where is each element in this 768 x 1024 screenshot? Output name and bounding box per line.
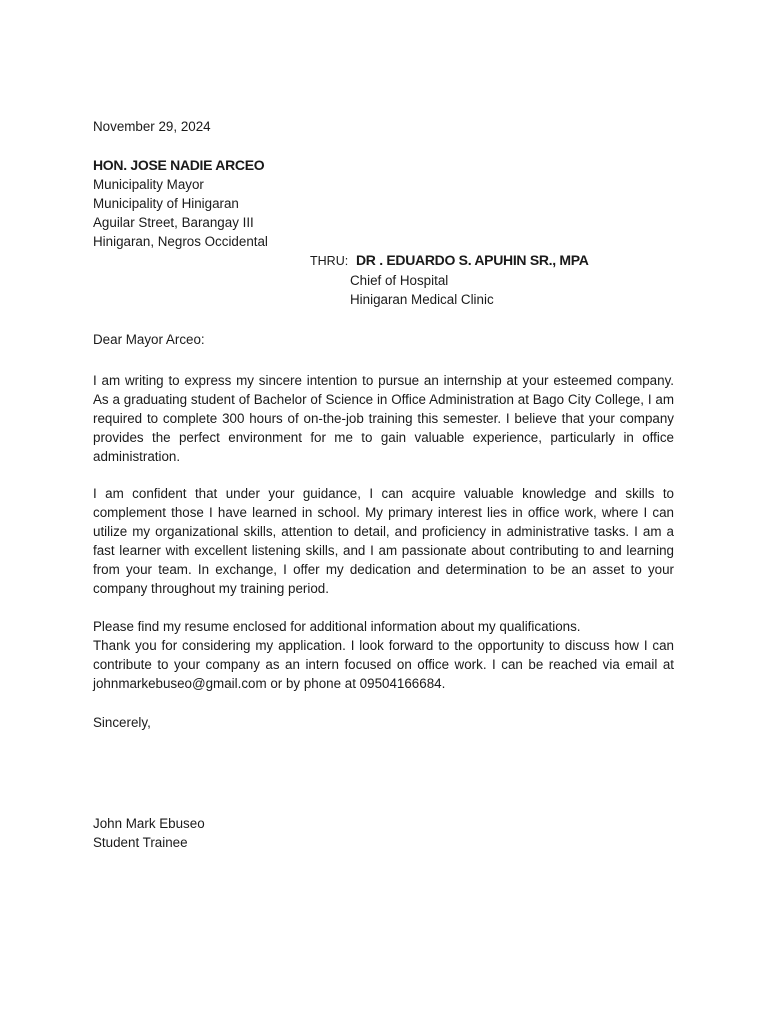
signature-block — [93, 814, 674, 852]
signature-name: John Mark Ebuseo — [93, 816, 205, 831]
resume-note: Please find my resume enclosed for additional information about my qualifications. — [93, 619, 581, 634]
date-text: November 29, 2024 — [93, 119, 211, 134]
recipient-city: Hinigaran, Negros Occidental — [93, 234, 268, 249]
recipient-title: Municipality Mayor — [93, 177, 204, 192]
thru-title: Chief of Hospital — [350, 273, 449, 288]
recipient-street: Aguilar Street, Barangay III — [93, 215, 254, 230]
closing-text: Sincerely, — [93, 715, 151, 730]
salutation-text: Dear Mayor Arceo: — [93, 332, 205, 347]
body-paragraph-1: I am writing to express my sincere intention to pursue an internship at your esteemed company. As a graduating student of Bachelor of Science in Office Administration at Bago City College, I am required to complete 300 hours of on-the-job training this semester. I believe that your company provides the perfect environment for me to gain valuable experience, particularly in office administration. — [93, 373, 674, 464]
thru-block — [310, 251, 589, 309]
body-paragraph-3 — [93, 617, 674, 693]
thank-you-paragraph: Thank you for considering my application. I look forward to the opportunity to discuss how I can contribute to your company as an intern focused on office work. I can be reached via email at johnmarkebuseo@gmail.com or by phone at 09504166684. — [93, 638, 674, 691]
letter-date — [93, 117, 674, 136]
recipient-name: HON. JOSE NADIE ARCEO — [93, 157, 265, 173]
thru-name: DR . EDUARDO S. APUHIN SR., MPA — [356, 252, 589, 268]
salutation — [93, 330, 674, 349]
thru-org: Hinigaran Medical Clinic — [350, 292, 494, 307]
closing — [93, 713, 674, 732]
recipient-address — [93, 156, 674, 251]
recipient-office: Municipality of Hinigaran — [93, 196, 239, 211]
body-paragraph-2: I am confident that under your guidance, I can acquire valuable knowledge and skills to complement those I have learned in school. My primary interest lies in office work, where I can utilize my organizational skills, attention to detail, and proficiency in administrative tasks. I am a fast learner with excellent listening skills, and I am passionate about contributing to and learning from your team. In exchange, I offer my dedication and determination to be an asset to your company throughout my training period. — [93, 486, 674, 596]
signature-title: Student Trainee — [93, 835, 188, 850]
thru-label: THRU: — [310, 254, 349, 268]
